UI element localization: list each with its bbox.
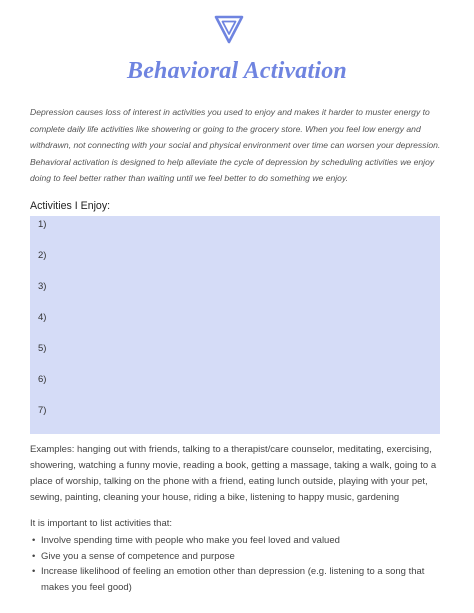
activities-heading: Activities I Enjoy: — [30, 200, 111, 212]
activity-line-2[interactable]: 2) — [38, 250, 47, 261]
important-heading: It is important to list activities that: — [30, 518, 173, 529]
activity-line-1[interactable]: 1) — [38, 219, 47, 230]
triangle-logo-icon — [214, 14, 244, 44]
activity-line-3[interactable]: 3) — [38, 281, 47, 292]
intro-paragraph: Depression causes loss of interest in activities you used to enjoy and makes it harder to muster energy to complete daily life activities like showering or going to the grocery store. When you feel low energy and withdrawn, not connecting with your social and physical environment over time can worsen your depression. Behavioral activation is designed to help alleviate the cycle of depression by scheduling activities we enjoy doing to feel better rather than waiting until we feel better to do something we enjoy. — [30, 107, 441, 183]
list-item-text: Give you a sense of competence and purpose — [41, 550, 235, 562]
list-item — [30, 533, 448, 549]
list-item-text: Involve spending time with people who make you feel loved and valued — [41, 535, 340, 546]
important-list — [30, 533, 448, 595]
list-item-text: Increase likelihood of feeling an emotion other than depression (e.g. listening to a song that makes you feel good) — [41, 566, 425, 593]
activity-line-4[interactable]: 4) — [38, 312, 47, 323]
activity-line-7[interactable]: 7) — [38, 405, 47, 416]
list-item — [30, 564, 448, 595]
activities-box[interactable] — [30, 216, 440, 434]
bullet-icon: • — [32, 535, 36, 546]
bullet-icon: • — [32, 550, 36, 562]
page-title: Behavioral Activation — [127, 58, 347, 84]
activity-line-5[interactable]: 5) — [38, 343, 47, 354]
list-item — [30, 549, 448, 565]
examples-paragraph: Examples: hanging out with friends, talking to a therapist/care counselor, meditating, exercising, showering, watching a funny movie, reading a book, getting a massage, taking a walk, going to a place of worship, talking on the phone with a friend, eating lunch outside, playing with your pet, sewing, painting, cleaning your house, riding a bike, listening to happy music, gardening — [30, 444, 437, 503]
bullet-icon: • — [32, 566, 36, 578]
activity-line-6[interactable]: 6) — [38, 374, 47, 385]
